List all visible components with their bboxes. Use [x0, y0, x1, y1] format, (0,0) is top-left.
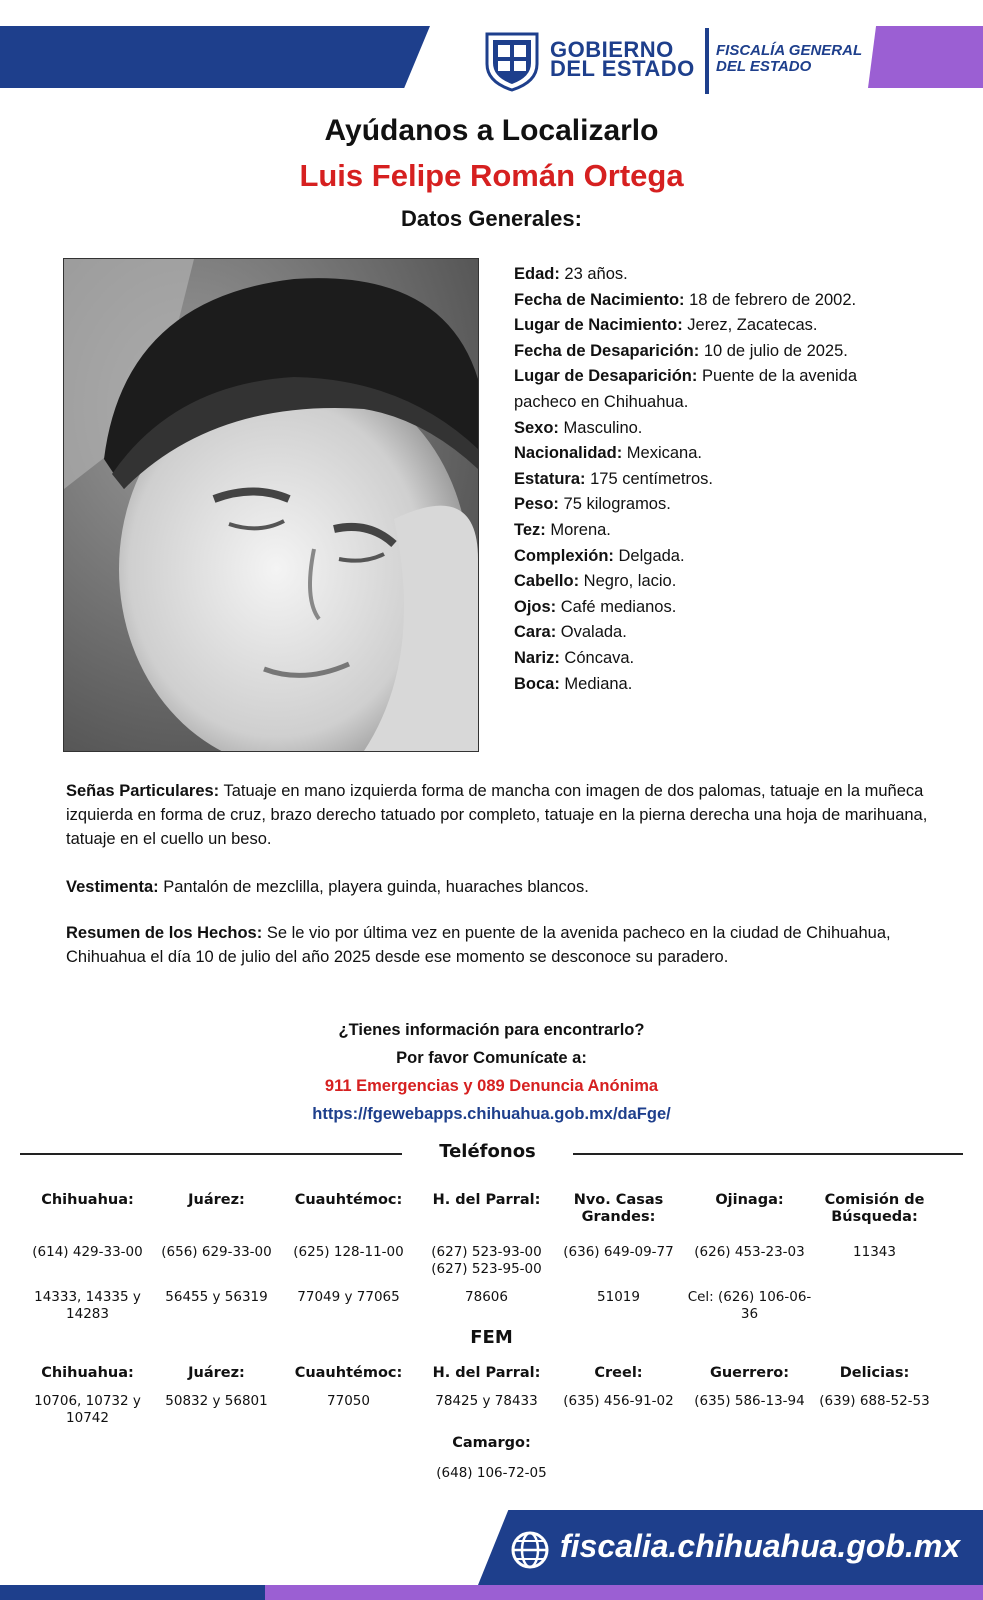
detail-row	[514, 288, 914, 314]
detail-row	[514, 339, 914, 365]
fem-phone-number: (635) 586-13-94	[694, 1393, 805, 1409]
detail-label: Complexión:	[514, 546, 614, 565]
detail-row	[514, 672, 914, 698]
resumen-label: Resumen de los Hechos:	[66, 924, 263, 942]
detail-value: Café medianos.	[556, 597, 677, 616]
detail-row	[514, 390, 914, 416]
fiscalia-logo-text	[716, 43, 862, 75]
fem-city-header: Guerrero:	[709, 1365, 790, 1381]
detail-row	[514, 313, 914, 339]
vest-text: Pantalón de mezclilla, playera guinda, huaraches blancos.	[158, 878, 589, 896]
detail-value: Negro, lacio.	[579, 572, 677, 591]
header-purple-band	[868, 26, 983, 88]
detail-row	[514, 416, 914, 442]
phone-extension: Cel: (626) 106-06-36	[687, 1289, 812, 1322]
phones-heading: Teléfonos	[439, 1141, 536, 1162]
phone-number: (626) 453-23-03	[694, 1244, 805, 1260]
general-data-list	[514, 262, 914, 697]
portrait-image	[64, 259, 478, 751]
detail-row	[514, 467, 914, 493]
detail-row	[514, 364, 914, 390]
footer-blue-strip	[0, 1585, 265, 1600]
detail-label: Fecha de Nacimiento:	[514, 290, 685, 309]
detail-value: 18 de febrero de 2002.	[684, 290, 857, 309]
detail-value: Jerez, Zacatecas.	[682, 316, 818, 335]
fem-phone-camargo: (648) 106-72-05	[436, 1465, 547, 1481]
fem-phone-number: 77050	[327, 1393, 370, 1409]
detail-value: Morena.	[545, 520, 611, 539]
fem-phone-number: (635) 456-91-02	[563, 1393, 674, 1409]
detail-label: Nariz:	[514, 648, 560, 667]
detail-value: 23 años.	[559, 265, 628, 283]
fem-heading: FEM	[470, 1327, 513, 1348]
detail-label: Cara:	[514, 623, 557, 642]
phone-city-header: Ojinaga:	[715, 1192, 784, 1208]
detail-row	[514, 646, 914, 672]
fem-phone-number: 78425 y 78433	[435, 1393, 538, 1409]
detail-value: Mexicana.	[622, 444, 702, 463]
phone-number: 11343	[853, 1244, 896, 1260]
phone-number: (614) 429-33-00	[32, 1244, 143, 1260]
detail-value: Puente de la avenida	[697, 367, 858, 386]
senas-text: Tatuaje en mano izquierda forma de mancha con imagen de dos palomas, tatuaje en la muñeca izquierda en forma de cruz, brazo derecho tatuado por completo, tatuaje en la pierna derecha una hoja de marihuana, tatuaje en el cuello un beso.	[66, 782, 928, 848]
contact-prompt: Por favor Comunícate a:	[396, 1049, 587, 1067]
state-seal-icon	[483, 28, 541, 92]
detail-row	[514, 544, 914, 570]
detail-value: 10 de julio de 2025.	[699, 341, 848, 360]
fem-phone-number: 10706, 10732 y 10742	[34, 1393, 141, 1426]
detail-label: Edad:	[514, 265, 560, 283]
phone-city-header: H. del Parral:	[432, 1192, 541, 1208]
fem-city-header: Chihuahua:	[41, 1365, 134, 1381]
detail-row	[514, 262, 914, 288]
detail-row	[514, 441, 914, 467]
phone-city-header: Juárez:	[188, 1192, 245, 1208]
phones-divider-right	[573, 1153, 963, 1155]
globe-icon	[510, 1530, 550, 1570]
distinctive-marks	[66, 779, 936, 851]
senas-label: Señas Particulares:	[66, 782, 220, 800]
resumen-text: Se le vio por última vez en puente de la avenida pacheco en la ciudad de Chihuahua, Chihuahua el día 10 de julio del año 2025 desde ese momento se desconoce su paradero.	[66, 924, 891, 966]
detail-value: 175 centímetros.	[585, 469, 714, 488]
detail-row	[514, 595, 914, 621]
report-link[interactable]: https://fgewebapps.chihuahua.gob.mx/daFge/	[312, 1105, 671, 1123]
phone-city-header: Cuauhtémoc:	[294, 1192, 403, 1208]
fem-city-header: Juárez:	[188, 1365, 245, 1381]
detail-label: Cabello:	[514, 572, 580, 591]
gov-line2: DEL ESTADO	[550, 56, 695, 81]
phone-number: (625) 128-11-00	[293, 1244, 404, 1260]
phone-extension: 51019	[597, 1289, 640, 1305]
detail-value: pacheco en Chihuahua.	[514, 392, 689, 411]
detail-label: Ojos:	[514, 597, 557, 616]
detail-value: 75 kilogramos.	[558, 495, 671, 514]
info-question: ¿Tienes información para encontrarlo?	[338, 1021, 645, 1039]
detail-label: Estatura:	[514, 469, 586, 488]
fem-city-header: Creel:	[594, 1365, 643, 1381]
detail-label: Sexo:	[514, 418, 559, 437]
fem-city-header: Delicias:	[839, 1365, 910, 1381]
fem-city-header: H. del Parral:	[432, 1365, 541, 1381]
detail-label: Lugar de Nacimiento:	[514, 316, 683, 335]
person-photo	[63, 258, 479, 752]
phone-extension: 78606	[465, 1289, 508, 1305]
footer-website[interactable]: fiscalia.chihuahua.gob.mx	[560, 1528, 961, 1564]
detail-value: Mediana.	[559, 674, 633, 693]
detail-row	[514, 492, 914, 518]
detail-label: Boca:	[514, 674, 560, 693]
phone-city-header: Chihuahua:	[41, 1192, 134, 1208]
phone-number: (636) 649-09-77	[563, 1244, 674, 1260]
detail-value: Masculino.	[558, 418, 643, 437]
person-name: Luis Felipe Román Ortega	[299, 158, 684, 193]
facts-summary	[66, 921, 936, 969]
phones-divider-left	[20, 1153, 402, 1155]
fem-phone-number: (639) 688-52-53	[819, 1393, 930, 1409]
phone-number: (656) 629-33-00	[161, 1244, 272, 1260]
detail-label: Nacionalidad:	[514, 444, 623, 463]
phone-city-header: Nvo. Casas Grandes:	[573, 1192, 664, 1225]
detail-row	[514, 620, 914, 646]
government-logo-text	[550, 37, 695, 81]
phone-extension: 14333, 14335 y 14283	[34, 1289, 141, 1322]
detail-label: Peso:	[514, 495, 559, 514]
page-title: Ayúdanos a Localizarlo	[324, 114, 659, 147]
fisc-line2: DEL ESTADO	[716, 58, 812, 75]
phone-number: (627) 523-93-00 (627) 523-95-00	[431, 1244, 542, 1277]
phone-city-header: Comisión de Búsqueda:	[824, 1192, 925, 1225]
detail-label: Lugar de Desaparición:	[514, 367, 698, 386]
fem-phone-number: 50832 y 56801	[165, 1393, 268, 1409]
phone-extension: 56455 y 56319	[165, 1289, 268, 1305]
fem-city-header-camargo: Camargo:	[452, 1435, 531, 1451]
section-heading: Datos Generales:	[401, 206, 582, 231]
detail-label: Fecha de Desaparición:	[514, 341, 700, 360]
clothing	[66, 875, 936, 899]
vest-label: Vestimenta:	[66, 878, 159, 896]
phone-extension: 77049 y 77065	[297, 1289, 400, 1305]
detail-value: Delgada.	[613, 546, 685, 565]
header-blue-band	[0, 26, 430, 88]
gov-line1: GOBIERNO	[550, 37, 674, 62]
fem-city-header: Cuauhtémoc:	[294, 1365, 403, 1381]
detail-row	[514, 518, 914, 544]
emergency-numbers: 911 Emergencias y 089 Denuncia Anónima	[324, 1077, 659, 1095]
detail-value: Cóncava.	[559, 648, 635, 667]
detail-label: Tez:	[514, 520, 546, 539]
detail-row	[514, 569, 914, 595]
fisc-line1: FISCALÍA GENERAL	[716, 42, 863, 59]
detail-value: Ovalada.	[556, 623, 627, 642]
logo-divider	[705, 28, 709, 94]
